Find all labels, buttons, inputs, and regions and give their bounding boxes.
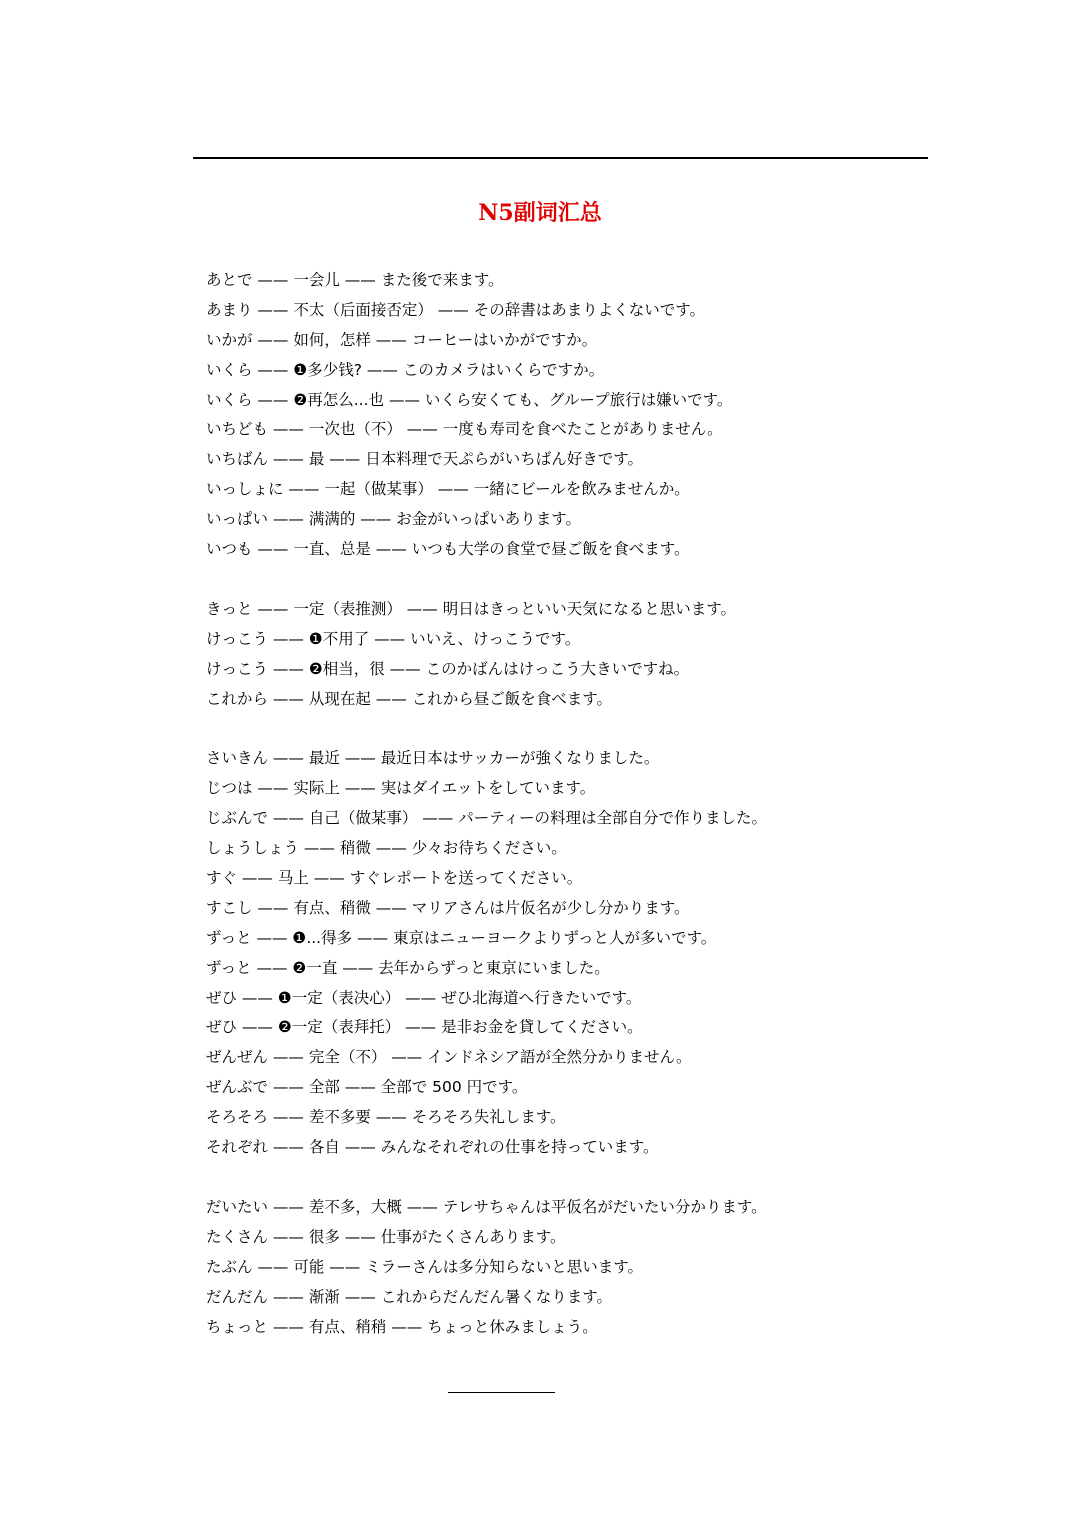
vocab-entry: いちばん —— 最 —— 日本料理で天ぷらがいちばん好きです。 xyxy=(206,450,643,469)
vocab-entry: それぞれ —— 各自 —— みんなそれぞれの仕事を持っています。 xyxy=(206,1138,659,1157)
header-divider xyxy=(193,157,928,159)
vocab-entry: そろそろ —— 差不多要 —— そろそろ失礼します。 xyxy=(206,1108,566,1127)
vocab-entry: すぐ —— 马上 —— すぐレポートを送ってください。 xyxy=(206,869,583,888)
vocab-entry: すこし —— 有点、稍微 —— マリアさんは片仮名が少し分かります。 xyxy=(206,898,690,917)
vocab-entry: ちょっと —— 有点、稍稍 —— ちょっと休みましょう。 xyxy=(206,1317,598,1336)
page-title: N5副词汇总 xyxy=(478,200,602,226)
vocab-entry: ぜひ —— ❶一定（表决心） —— ぜひ北海道へ行きたいです。 xyxy=(206,988,642,1007)
vocab-entry: けっこう —— ❶不用了 —— いいえ、けっこうです。 xyxy=(206,629,581,648)
vocab-entry: これから —— 从现在起 —— これから昼ご飯を食べます。 xyxy=(206,689,612,708)
vocab-entry: じぶんで —— 自己（做某事） —— パーティーの料理は全部自分で作りました。 xyxy=(206,809,767,828)
vocab-entry: いくら —— ❷再怎么...也 —— いくら安くても、グループ旅行は嫌いです。 xyxy=(206,390,733,409)
vocab-entry: ぜひ —— ❷一定（表拜托） —— 是非お金を貸してください。 xyxy=(206,1018,643,1037)
vocab-group xyxy=(206,744,946,1162)
vocab-entry: ずっと —— ❶...得多 —— 東京はニューヨークよりずっと人が多いです。 xyxy=(206,928,717,947)
vocab-entry: ずっと —— ❷一直 —— 去年からずっと東京にいました。 xyxy=(206,958,610,977)
vocab-entry: いちども —— 一次也（不） —— 一度も寿司を食べたことがありません。 xyxy=(206,420,723,439)
vocab-entry: たぶん —— 可能 —— ミラーさんは多分知らないと思います。 xyxy=(206,1257,643,1276)
vocab-entry: じつは —— 实际上 —— 実はダイエットをしています。 xyxy=(206,779,596,798)
vocab-group xyxy=(206,595,946,715)
vocab-entry: いっぱい —— 满满的 —— お金がいっぱいあります。 xyxy=(206,510,581,529)
vocab-entry: いくら —— ❶多少钱? —— このカメラはいくらですか。 xyxy=(206,360,605,379)
vocabulary-list xyxy=(206,266,946,1342)
vocab-entry: いっしょに —— 一起（做某事） —— 一緒にビールを飲みませんか。 xyxy=(206,480,690,499)
vocab-entry: だんだん —— 渐渐 —— これからだんだん暑くなります。 xyxy=(206,1287,612,1306)
vocab-entry: けっこう —— ❷相当，很 —— このかばんはけっこう大きいですね。 xyxy=(206,659,690,678)
vocab-entry: あまり —— 不太（后面接否定） —— その辞書はあまりよくないです。 xyxy=(206,300,705,319)
vocab-group xyxy=(206,1193,946,1342)
vocab-entry: いつも —— 一直、总是 —— いつも大学の食堂で昼ご飯を食べます。 xyxy=(206,540,690,559)
footer-divider xyxy=(448,1392,555,1393)
vocab-entry: しょうしょう —— 稍微 —— 少々お待ちください。 xyxy=(206,839,567,858)
vocab-entry: ぜんぶで —— 全部 —— 全部で 500 円です。 xyxy=(206,1078,528,1097)
vocab-entry: ぜんぜん —— 完全（不） —— インドネシア語が全然分かりません。 xyxy=(206,1048,692,1067)
vocab-group xyxy=(206,266,946,565)
vocab-entry: いかが —— 如何，怎样 —— コーヒーはいかがですか。 xyxy=(206,330,598,349)
vocab-entry: さいきん —— 最近 —— 最近日本はサッカーが強くなりました。 xyxy=(206,749,660,768)
vocab-entry: たくさん —— 很多 —— 仕事がたくさんあります。 xyxy=(206,1227,566,1246)
vocab-entry: きっと —— 一定（表推测） —— 明日はきっといい天気になると思います。 xyxy=(206,599,736,618)
vocab-entry: あとで —— 一会儿 —— また後で来ます。 xyxy=(206,271,504,289)
vocab-entry: だいたい —— 差不多，大概 —— テレサちゃんは平仮名がだいたい分かります。 xyxy=(206,1197,767,1216)
